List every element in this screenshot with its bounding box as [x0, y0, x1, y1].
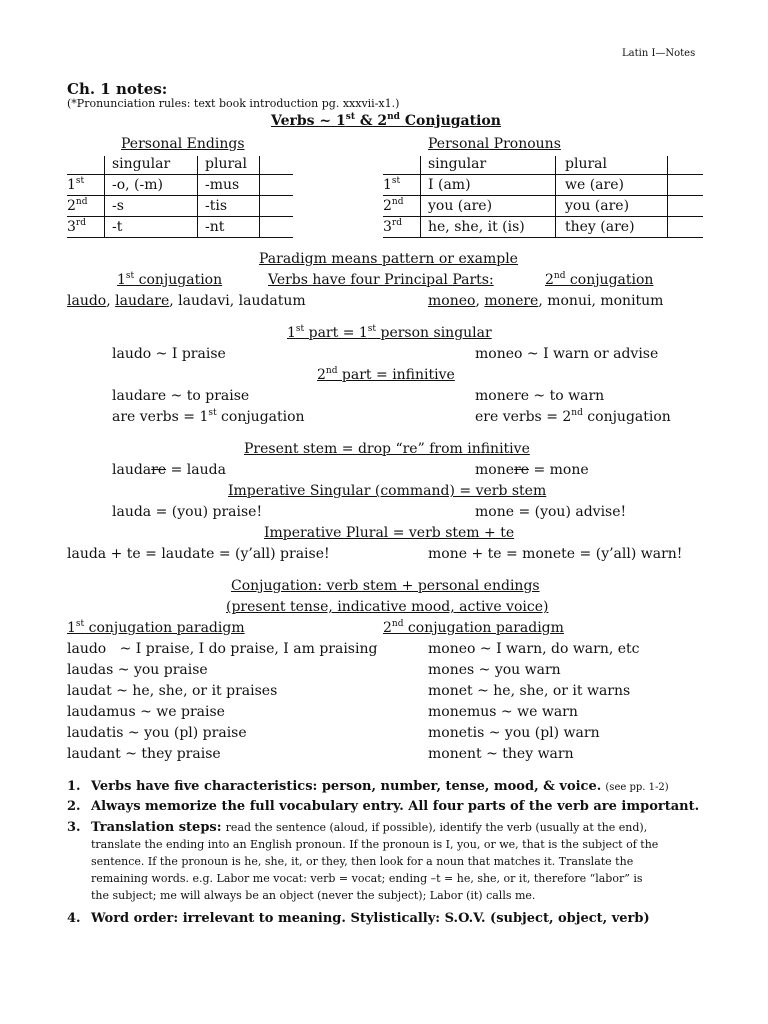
- moneo-meaning: moneo ~ I warn or advise: [475, 346, 659, 362]
- conjugation-subheading: (present tense, indicative mood, active voice): [226, 599, 549, 615]
- pp-header-rule: [383, 174, 703, 175]
- pp-col-plural: plural: [565, 156, 607, 172]
- pe-row-label: 3rd: [67, 218, 86, 235]
- part1-heading: 1st part = 1st person singular: [287, 324, 492, 341]
- paradigm-heading: Paradigm means pattern or example: [259, 251, 518, 267]
- note-2: 2. Always memorize the full vocabulary entry. All four parts of the verb are important.: [67, 799, 700, 814]
- pe-cell: -s: [112, 198, 124, 214]
- lauda-stem: laudare = lauda: [112, 462, 226, 478]
- second-paradigm-row: monetis ~ you (pl) warn: [428, 725, 600, 741]
- laudo-principal-parts: laudo, laudare, laudavi, laudatum: [67, 293, 306, 309]
- pe-cell: -tis: [205, 198, 228, 214]
- imperative-plural-heading: Imperative Plural = verb stem + te: [264, 525, 515, 541]
- part2-heading: 2nd part = infinitive: [317, 366, 455, 383]
- pp-cell: we (are): [565, 177, 624, 193]
- second-paradigm-row: monent ~ they warn: [428, 746, 574, 762]
- page-header: Latin I—Notes: [622, 48, 696, 59]
- second-paradigm-row: monet ~ he, she, or it warns: [428, 683, 631, 699]
- note-3-line: remaining words. e.g. Labor me vocat: verb = vocat; ending –t = he, she, or it, therefore “labor” is: [91, 872, 643, 885]
- pp-cell: you (are): [565, 198, 630, 214]
- first-paradigm-row: laudatis ~ you (pl) praise: [67, 725, 247, 741]
- pe-cell: -o, (-m): [112, 177, 163, 193]
- pe-cell: -t: [112, 219, 123, 235]
- first-paradigm-row: laudant ~ they praise: [67, 746, 221, 762]
- second-conjugation-label: 2nd conjugation: [545, 271, 654, 288]
- pp-row-rule: [383, 216, 703, 217]
- pe-col-rule: [259, 156, 260, 237]
- are-verbs-rule: are verbs = 1st conjugation: [112, 408, 305, 425]
- laudate-imperative: lauda + te = laudate = (y’all) praise!: [67, 546, 330, 562]
- moneo-principal-parts: moneo, monere, monui, monitum: [428, 293, 664, 309]
- pp-col-singular: singular: [428, 156, 487, 172]
- pe-col-rule: [197, 156, 198, 237]
- pp-row-label: 3rd: [383, 218, 402, 235]
- lauda-imperative: lauda = (you) praise!: [112, 504, 263, 520]
- pp-row-rule: [383, 237, 703, 238]
- pe-cell: -mus: [205, 177, 240, 193]
- verbs-heading: Verbs ~ 1st & 2nd Conjugation: [271, 112, 501, 129]
- pp-row-label: 1st: [383, 176, 401, 193]
- present-stem-heading: Present stem = drop “re” from infinitive: [244, 441, 530, 457]
- monete-imperative: mone + te = monete = (y’all) warn!: [428, 546, 683, 562]
- laudare-meaning: laudare ~ to praise: [112, 388, 250, 404]
- pp-row-label: 2nd: [383, 197, 404, 214]
- personal-endings-title: Personal Endings: [121, 136, 245, 152]
- pp-col-rule: [555, 156, 556, 237]
- pp-cell: you (are): [428, 198, 493, 214]
- pe-col-plural: plural: [205, 156, 247, 172]
- monere-meaning: monere ~ to warn: [475, 388, 605, 404]
- note-3-line: the subject; me will always be an object (never the subject); Labor (it) calls me.: [91, 889, 536, 902]
- pp-cell: they (are): [565, 219, 635, 235]
- second-paradigm-label: 2nd conjugation paradigm: [383, 619, 564, 636]
- note-4: 4. Word order: irrelevant to meaning. Stylistically: S.O.V. (subject, object, verb): [67, 911, 650, 926]
- pp-cell: he, she, it (is): [428, 219, 525, 235]
- pe-row-rule: [67, 237, 293, 238]
- notes-title: Ch. 1 notes:: [67, 80, 168, 98]
- first-conjugation-label: 1st conjugation: [117, 271, 223, 288]
- principal-parts-label: Verbs have four Principal Parts:: [268, 272, 494, 288]
- pe-col-singular: singular: [112, 156, 171, 172]
- pp-col-rule: [667, 156, 668, 237]
- first-paradigm-row: laudas ~ you praise: [67, 662, 208, 678]
- pp-row-rule: [383, 195, 703, 196]
- first-paradigm-row: laudamus ~ we praise: [67, 704, 225, 720]
- first-paradigm-row: laudo ~ I praise, I do praise, I am praising: [67, 641, 378, 657]
- imperative-singular-heading: Imperative Singular (command) = verb stem: [228, 483, 547, 499]
- pp-col-rule: [420, 156, 421, 237]
- mone-stem: monere = mone: [475, 462, 589, 478]
- second-paradigm-row: moneo ~ I warn, do warn, etc: [428, 641, 640, 657]
- laudo-meaning: laudo ~ I praise: [112, 346, 226, 362]
- note-1: 1. Verbs have five characteristics: person, number, tense, mood, & voice. (see pp. 1-2): [67, 779, 669, 794]
- pe-row-label: 2nd: [67, 197, 88, 214]
- pe-row-label: 1st: [67, 176, 85, 193]
- pronunciation-note: (*Pronunciation rules: text book introduction pg. xxxvii-x1.): [67, 97, 400, 110]
- first-paradigm-row: laudat ~ he, she, or it praises: [67, 683, 278, 699]
- personal-pronouns-title: Personal Pronouns: [428, 136, 561, 152]
- pe-cell: -nt: [205, 219, 225, 235]
- ere-verbs-rule: ere verbs = 2nd conjugation: [475, 408, 671, 425]
- second-paradigm-row: mones ~ you warn: [428, 662, 561, 678]
- conjugation-heading: Conjugation: verb stem + personal endings: [231, 578, 540, 594]
- second-paradigm-row: monemus ~ we warn: [428, 704, 578, 720]
- pp-cell: I (am): [428, 177, 471, 193]
- first-paradigm-label: 1st conjugation paradigm: [67, 619, 245, 636]
- mone-imperative: mone = (you) advise!: [475, 504, 627, 520]
- note-3: 3. Translation steps: read the sentence (aloud, if possible), identify the verb (usually at the end),: [67, 820, 648, 835]
- note-3-line: sentence. If the pronoun is he, she, it, or they, then look for a noun that matches it. Translate the: [91, 855, 634, 868]
- note-3-line: translate the ending into an English pronoun. If the pronoun is I, you, or we, that is the subject of the: [91, 838, 659, 851]
- pe-col-rule: [104, 156, 105, 237]
